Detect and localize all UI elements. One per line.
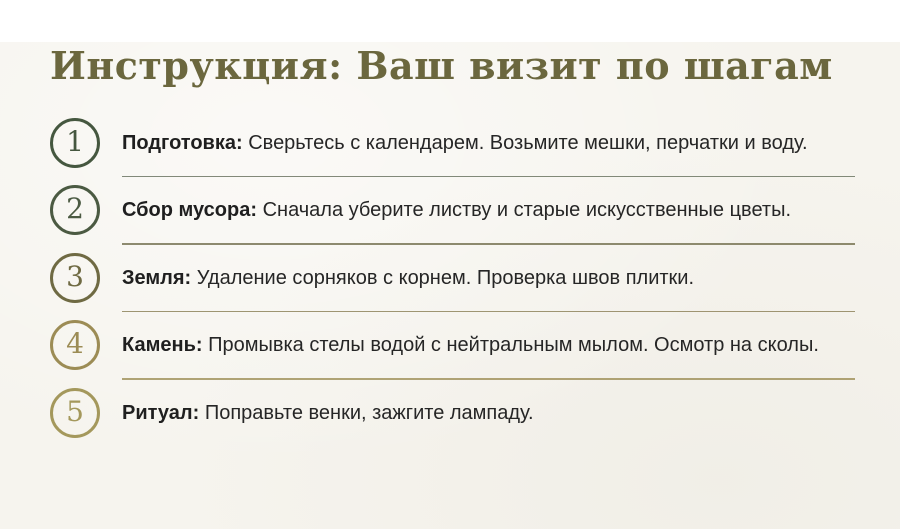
step-text [122, 265, 694, 291]
step-label: Земля: [122, 266, 192, 289]
step-number: 2 [66, 192, 84, 225]
step-number: 1 [66, 124, 84, 158]
step-item [0, 110, 900, 176]
step-number-badge [50, 320, 100, 370]
step-text [122, 197, 791, 223]
steps-list [0, 110, 900, 446]
step-label: Сбор мусора: [122, 199, 258, 221]
step-divider [122, 243, 855, 245]
page-title: Инструкция: Ваш визит по шагам [50, 43, 833, 88]
step-description: Промывка стелы водой с нейтральным мылом. Осмотр на сколы. [208, 334, 819, 356]
step-item [0, 245, 900, 311]
step-number-badge [50, 118, 100, 168]
step-divider [122, 176, 855, 178]
step-item [0, 380, 900, 446]
step-number: 3 [66, 259, 84, 293]
step-number-badge [50, 388, 100, 438]
step-number-badge [50, 185, 100, 235]
step-label: Подготовка: [122, 131, 243, 154]
step-number: 5 [66, 394, 84, 428]
step-label: Камень: [122, 334, 203, 356]
step-text [122, 130, 808, 156]
step-description: Удаление сорняков с корнем. Проверка швов плитки. [196, 266, 695, 289]
step-description: Поправьте венки, зажгите лампаду. [204, 401, 534, 424]
step-description: Сверьтесь с календарем. Возьмите мешки, перчатки и воду. [248, 131, 808, 154]
step-item [0, 312, 900, 378]
instruction-card [0, 42, 900, 529]
step-description: Сначала уберите листву и старые искусственные цветы. [262, 199, 792, 221]
step-number: 4 [66, 327, 84, 360]
step-number-badge [50, 253, 100, 303]
step-text [122, 332, 819, 358]
step-label: Ритуал: [122, 401, 200, 424]
step-text [122, 400, 534, 426]
step-divider [122, 378, 855, 380]
step-divider [122, 311, 855, 313]
step-item [0, 177, 900, 243]
